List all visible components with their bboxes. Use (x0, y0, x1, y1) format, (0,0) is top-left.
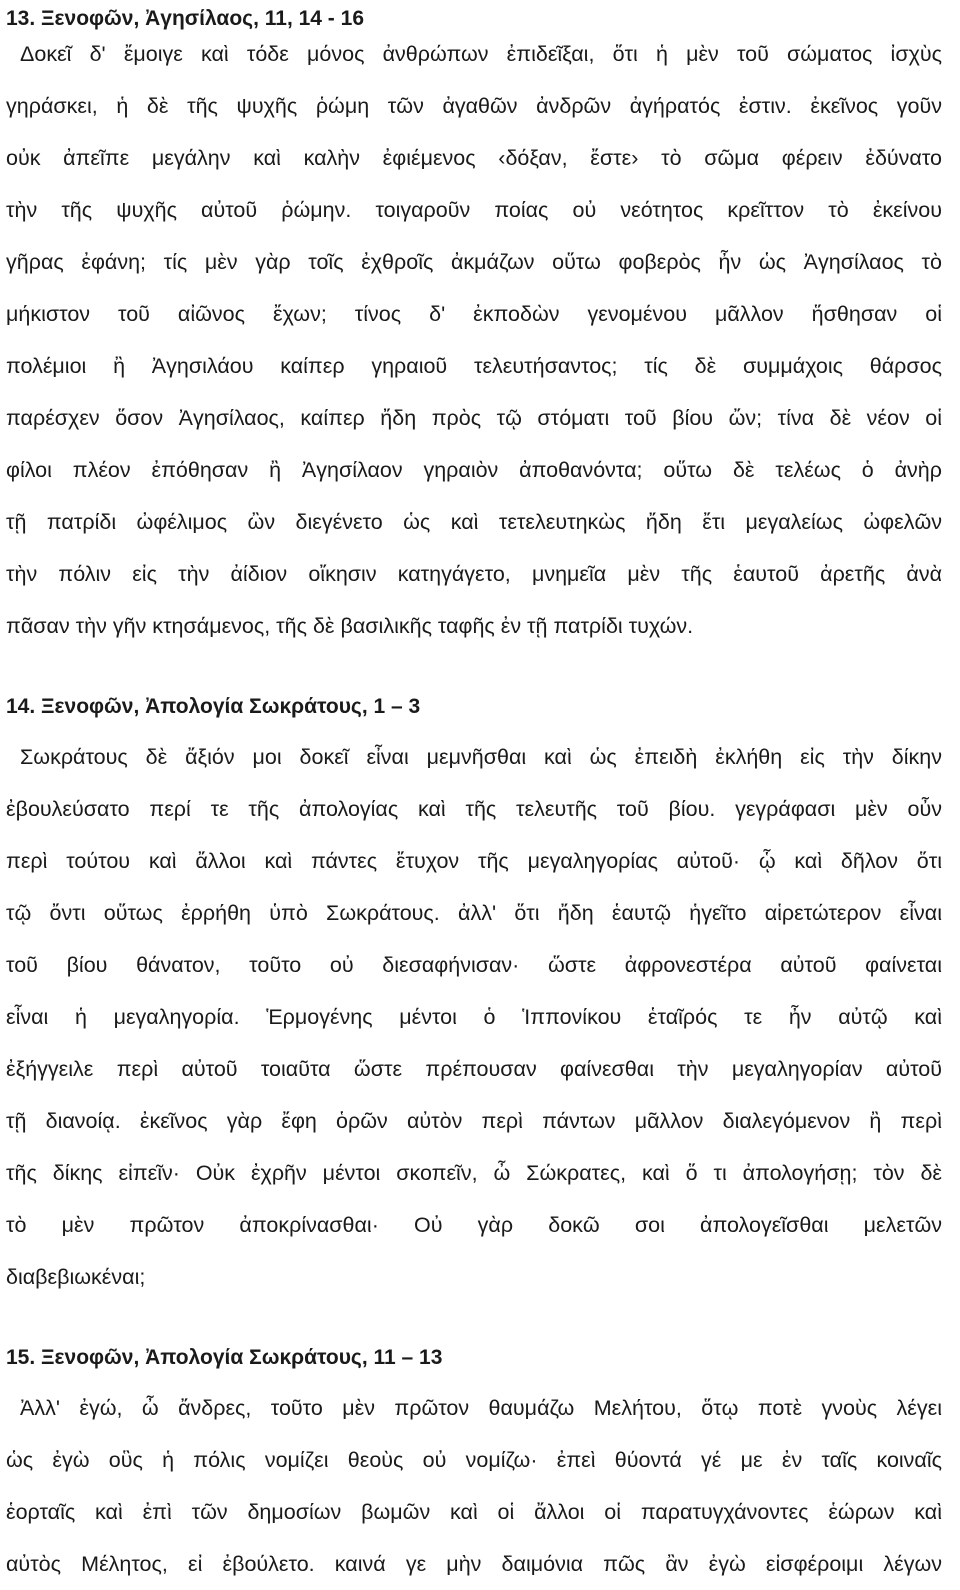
text-line: φίλοι πλέον ἐπόθησαν ἢ Ἀγησίλαον γηραιὸν ἀποθανόντα; οὕτω δὲ τελέως ὁ ἀνὴρ (6, 458, 942, 482)
text-line: γηράσκει, ἡ δὲ τῆς ψυχῆς ῥώμη τῶν ἀγαθῶν ἀνδρῶν ἀγήρατός ἐστιν. ἐκεῖνος γοῦν (6, 94, 942, 118)
text-line: περὶ τούτου καὶ ἄλλοι καὶ πάντες ἔτυχον τῆς μεγαληγορίας αὐτοῦ· ᾧ καὶ δῆλον ὅτι (6, 849, 942, 873)
text-line: τοῦ βίου θάνατον, τοῦτο οὐ διεσαφήνισαν· ὥστε ἀφρονεστέρα αὐτοῦ φαίνεται (6, 953, 942, 977)
text-line: Δοκεῖ δ' ἔμοιγε καὶ τόδε μόνος ἀνθρώπων ἐπιδεῖξαι, ὅτι ἡ μὲν τοῦ σώματος ἰσχὺς (20, 42, 942, 66)
text-line: ἐξήγγειλε περὶ αὐτοῦ τοιαῦτα ὥστε πρέπουσαν φαίνεσθαι τὴν μεγαληγορίαν αὐτοῦ (6, 1057, 942, 1081)
section-heading-14: 14. Ξενοφῶν, Ἀπολογία Σωκράτους, 1 – 3 (6, 695, 421, 718)
section-heading-13: 13. Ξενοφῶν, Ἀγησίλαος, 11, 14 - 16 (6, 7, 364, 30)
text-line: παρέσχεν ὅσον Ἀγησίλαος, καίπερ ἤδη πρὸς τῷ στόματι τοῦ βίου ὤν; τίνα δὲ νέον οἱ (6, 406, 942, 430)
text-line: πᾶσαν τὴν γῆν κτησάμενος, τῆς δὲ βασιλικῆς ταφῆς ἐν τῇ πατρίδι τυχών. (6, 614, 694, 638)
text-line: ἑορταῖς καὶ ἐπὶ τῶν δημοσίων βωμῶν καὶ οἱ ἄλλοι οἱ παρατυγχάνοντες ἑώρων καὶ (6, 1500, 942, 1524)
text-line: τῇ πατρίδι ὠφέλιμος ὢν διεγένετο ὡς καὶ τετελευτηκὼς ἤδη ἔτι μεγαλείως ὠφελῶν (6, 510, 942, 534)
text-line: τὸ μὲν πρῶτον ἀποκρίνασθαι· Οὐ γὰρ δοκῶ σοι ἀπολογεῖσθαι μελετῶν (6, 1213, 942, 1237)
text-line: ἐβουλεύσατο περί τε τῆς ἀπολογίας καὶ τῆς τελευτῆς τοῦ βίου. γεγράφασι μὲν οὖν (6, 797, 942, 821)
text-line: πολέμιοι ἢ Ἀγησιλάου καίπερ γηραιοῦ τελευτήσαντος; τίς δὲ συμμάχοις θάρσος (6, 354, 942, 378)
text-line: τὴν πόλιν εἰς τὴν ἀίδιον οἴκησιν κατηγάγετο, μνημεῖα μὲν τῆς ἑαυτοῦ ἀρετῆς ἀνὰ (6, 562, 942, 586)
text-line: τῷ ὄντι οὕτως ἐρρήθη ὑπὸ Σωκράτους. ἀλλ' ὅτι ἤδη ἑαυτῷ ἡγεῖτο αἱρετώτερον εἶναι (6, 901, 942, 925)
text-line: Ἀλλ' ἐγώ, ὦ ἄνδρες, τοῦτο μὲν πρῶτον θαυμάζω Μελήτου, ὅτῳ ποτὲ γνοὺς λέγει (20, 1396, 942, 1420)
text-line: Σωκράτους δὲ ἄξιόν μοι δοκεῖ εἶναι μεμνῆσθαι καὶ ὡς ἐπειδὴ ἐκλήθη εἰς τὴν δίκην (20, 745, 942, 769)
text-line: οὐκ ἀπεῖπε μεγάλην καὶ καλὴν ἐφιέμενος ‹δόξαν, ἔστε› τὸ σῶμα φέρειν ἐδύνατο (6, 146, 942, 170)
text-line: μήκιστον τοῦ αἰῶνος ἔχων; τίνος δ' ἐκποδὼν γενομένου μᾶλλον ἥσθησαν οἱ (6, 302, 942, 326)
section-heading-15: 15. Ξενοφῶν, Ἀπολογία Σωκράτους, 11 – 13 (6, 1346, 443, 1369)
text-line: γῆρας ἐφάνη; τίς μὲν γὰρ τοῖς ἐχθροῖς ἀκμάζων οὕτω φοβερὸς ἦν ὡς Ἀγησίλαος τὸ (6, 250, 942, 274)
text-line: τῇ διανοίᾳ. ἐκεῖνος γὰρ ἔφη ὁρῶν αὐτὸν περὶ πάντων μᾶλλον διαλεγόμενον ἢ περὶ (6, 1109, 942, 1133)
text-line: τὴν τῆς ψυχῆς αὐτοῦ ῥώμην. τοιγαροῦν ποίας οὐ νεότητος κρεῖττον τὸ ἐκείνου (6, 198, 942, 222)
text-line: εἶναι ἡ μεγαληγορία. Ἑρμογένης μέντοι ὁ Ἱππονίκου ἑταῖρός τε ἦν αὐτῷ καὶ (6, 1005, 942, 1029)
text-line: ὡς ἐγὼ οὓς ἡ πόλις νομίζει θεοὺς οὐ νομίζω· ἐπεὶ θύοντά γέ με ἐν ταῖς κοιναῖς (6, 1448, 942, 1472)
text-line: τῆς δίκης εἰπεῖν· Οὐκ ἐχρῆν μέντοι σκοπεῖν, ὦ Σώκρατες, καὶ ὅ τι ἀπολογήσῃ; τὸν δὲ (6, 1161, 942, 1185)
text-line: αὐτὸς Μέλητος, εἰ ἐβούλετο. καινά γε μὴν δαιμόνια πῶς ἂν ἐγὼ εἰσφέροιμι λέγων (6, 1552, 942, 1576)
text-line: διαβεβιωκέναι; (6, 1265, 146, 1289)
